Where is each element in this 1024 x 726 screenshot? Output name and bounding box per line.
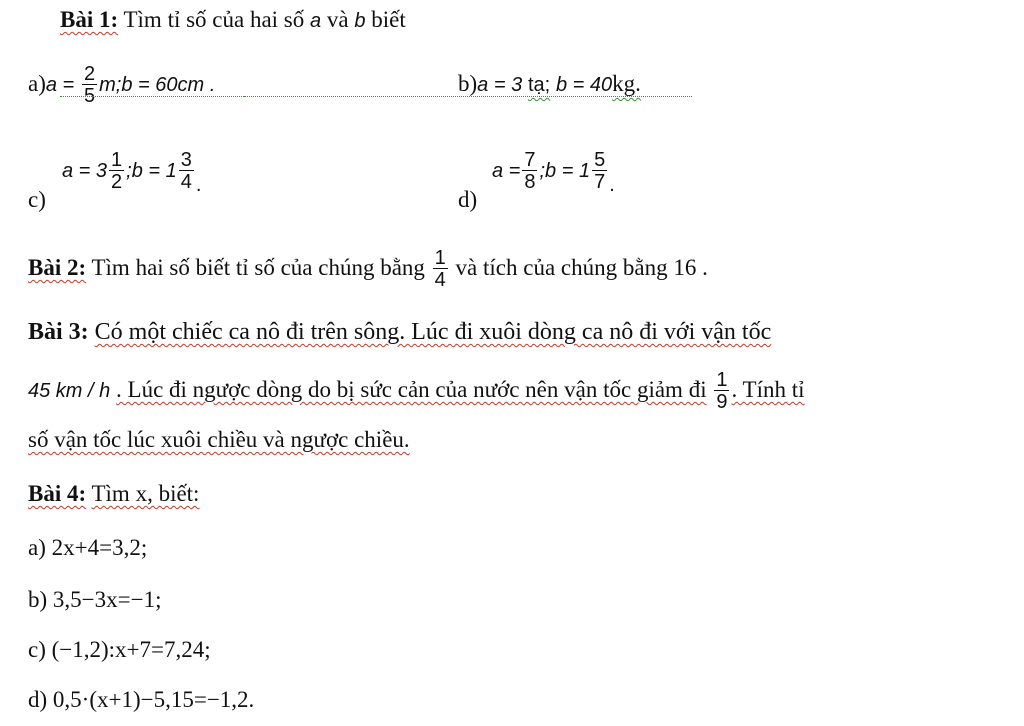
part-d-fraction-2 [592,150,607,193]
exercise-4-item-c [28,636,211,664]
part-c-mid: ;b = 1 [126,159,177,182]
item-label: b) [28,587,48,612]
fraction-denominator: 8 [524,171,536,193]
exercise-3-speed: 45 km / h [28,379,111,402]
exercise-1-heading [60,6,406,35]
item-expression: 0,5·(x+1)−5,15=−1,2. [52,687,255,712]
exercise-3-text-1: Có một chiếc ca nô đi trên sông. Lúc đi xuôi dòng ca nô đi với vận tốc [94,319,772,345]
part-d-lhs: a = [492,159,521,182]
exercise-1-part-c-label: c) [28,187,46,212]
part-d-mid: ;b = 1 [539,159,591,182]
var-a: a [310,10,322,32]
fraction-numerator: 3 [180,149,192,171]
exercise-1-title: Bài 1: [60,7,119,32]
part-b-ta: tạ; [527,74,551,96]
exercise-4-item-a [28,534,147,562]
part-b-lhs: a = 3 [477,74,523,96]
part-c-fraction-2 [179,150,194,193]
part-c-fraction-1 [109,150,124,193]
exercise-3-line-3 [28,426,410,454]
item-expression: 3,5−3x=−1; [52,587,162,612]
item-label: a) [28,535,46,560]
exercise-2 [28,248,708,291]
exercise-1-part-c [62,149,202,196]
fraction-numerator: 2 [83,63,96,85]
exercise-1-part-d [492,149,615,196]
fraction-numerator: 7 [524,149,536,171]
fraction-denominator: 4 [180,171,192,193]
part-a-unit: m [99,73,116,96]
exercise-2-title: Bài 2: [28,254,87,280]
fraction-denominator: 5 [83,85,96,107]
part-b-rest: b = 40 [555,74,613,96]
exercise-3-text-3: số vận tốc lúc xuôi chiều và ngược chiều. [28,427,410,452]
item-label: d) [28,687,48,712]
fraction-denominator: 7 [594,171,606,193]
grammar-underline [60,96,246,97]
part-a-label: a) [28,70,46,96]
exercise-4-item-d [28,686,254,714]
part-c-end: . [195,173,202,196]
exercise-3-line-1 [28,318,771,346]
exercise-1-part-b [458,70,641,99]
var-b: b [354,10,366,32]
exercise-2-text-1: Tìm hai số biết tỉ số của chúng bằng [91,254,425,280]
exercise-4-title: Bài 4: [28,481,87,506]
exercise-3-text-2: . Lúc đi ngược dòng do bị sức cản của nước nên vận tốc giảm đi [116,376,707,402]
exercise-1-part-a [28,64,215,107]
item-label: c) [28,637,46,662]
fraction-numerator: 1 [111,149,123,171]
part-d-end: . [609,173,615,196]
exercise-3-fraction [714,370,729,413]
fraction-numerator: 1 [716,369,728,391]
fraction-denominator: 2 [111,171,123,193]
fraction-numerator: 5 [594,149,606,171]
fraction-denominator: 9 [716,391,728,413]
fraction-numerator: 1 [434,247,446,269]
part-c-lhs: a = 3 [62,159,108,182]
exercise-4-text: Tìm x, biết: [91,481,200,506]
exercise-3-title: Bài 3: [28,319,89,345]
exercise-1-know: biết [371,7,406,32]
part-a-fraction [82,64,97,107]
part-b-label: b) [458,71,478,96]
fraction-denominator: 4 [434,269,446,291]
exercise-3-line-2 [28,370,805,413]
exercise-1-text: Tìm tỉ số của hai số [123,7,305,32]
part-a-lhs: a = [45,73,75,96]
part-d-fraction-1 [522,150,537,193]
exercise-4-heading [28,480,199,508]
part-b-unit: kg. [612,71,641,96]
exercise-1-part-d-label: d) [458,187,478,212]
exercise-4-item-b [28,586,161,614]
exercise-2-fraction [433,248,448,291]
exercise-3-text-2-end: . Tính tỉ [731,376,805,402]
exercise-2-text-2: và tích của chúng bằng 16 . [455,254,708,280]
part-a-rest: ;b = 60cm . [115,73,216,96]
exercise-1-and: và [326,7,349,32]
grammar-underline [244,96,692,97]
item-expression: 2x+4=3,2; [51,535,148,560]
item-expression: (−1,2):x+7=7,24; [51,637,211,662]
